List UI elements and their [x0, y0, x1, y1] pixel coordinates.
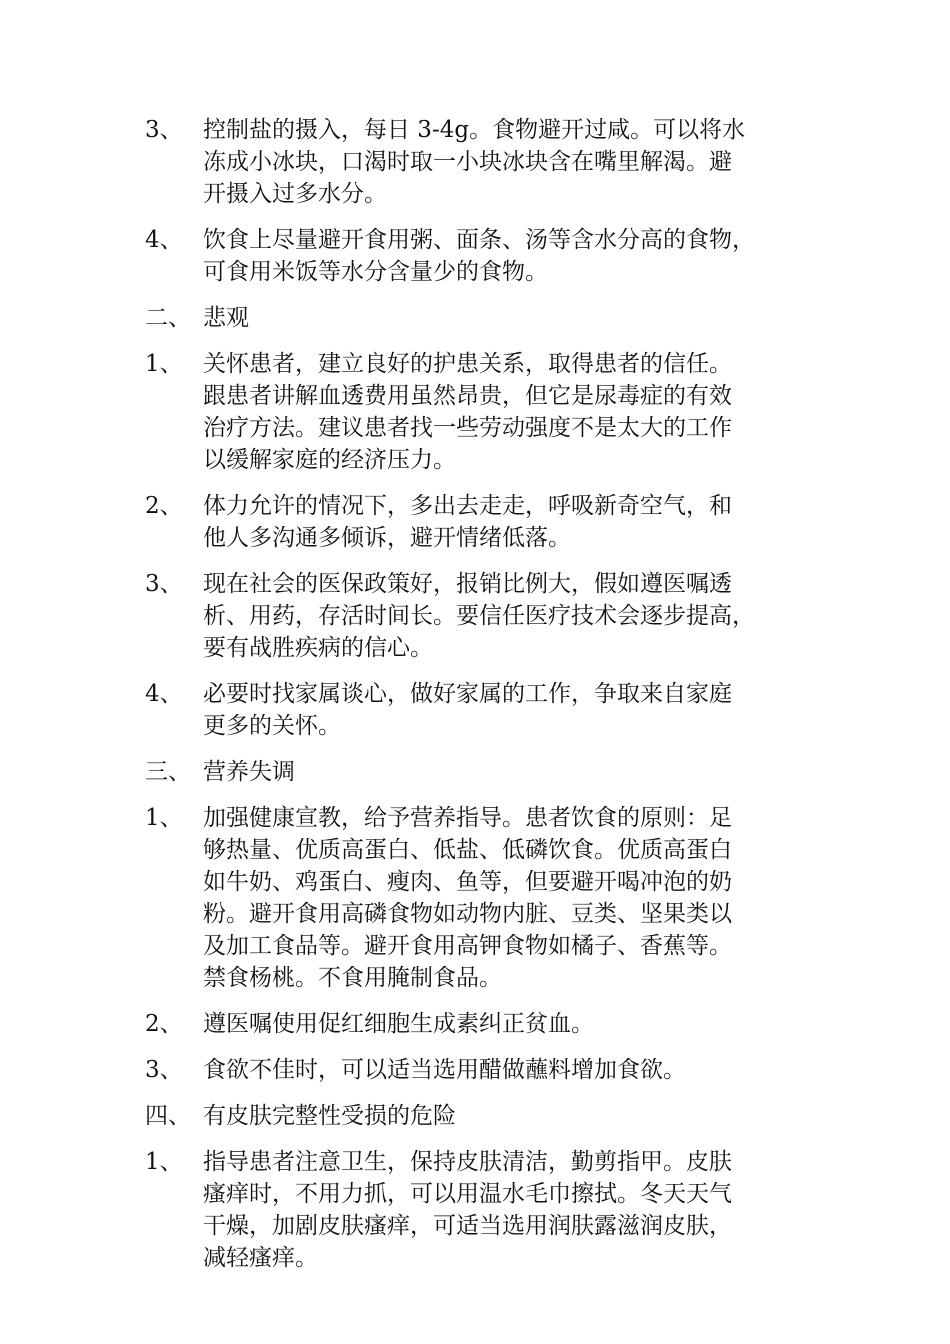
item-text: 控制盐的摄入，每日 3-4g。食物避开过咸。可以将水 冻成小冰块，口渴时取一小块冰块含在嘴里解渴。避 开摄入过多水分。 — [203, 117, 746, 207]
list-item — [145, 224, 815, 288]
item-number: 4、 — [145, 681, 183, 707]
list-item — [145, 114, 815, 210]
list-item — [145, 802, 815, 994]
list-item — [145, 348, 815, 476]
item-number: 4、 — [145, 227, 183, 253]
item-number: 2、 — [145, 493, 183, 519]
item-text: 饮食上尽量避开食用粥、面条、汤等含水分高的食物， 可食用米饭等水分含量少的食物。 — [203, 227, 755, 285]
list-item — [145, 568, 815, 664]
section-heading — [145, 1100, 815, 1132]
item-number: 2、 — [145, 1011, 183, 1037]
list-item — [145, 490, 815, 554]
item-number: 1、 — [145, 351, 183, 377]
item-text: 必要时找家属谈心，做好家属的工作，争取来自家庭 更多的关怀。 — [203, 681, 732, 739]
item-text: 现在社会的医保政策好，报销比例大，假如遵医嘱透 析、用药，存活时间长。要信任医疗技术会逐步提高， 要有战胜疾病的信心。 — [203, 571, 755, 661]
item-number: 3、 — [145, 117, 183, 143]
section-title: 悲观 — [203, 305, 249, 331]
item-number: 3、 — [145, 571, 183, 597]
list-item — [145, 1054, 815, 1086]
section-title: 营养失调 — [203, 759, 295, 785]
item-number: 1、 — [145, 1149, 183, 1175]
section-number: 三、 — [145, 759, 191, 785]
list-item — [145, 1146, 815, 1274]
list-item — [145, 1008, 815, 1040]
section-heading — [145, 756, 815, 788]
list-item — [145, 678, 815, 742]
item-text: 体力允许的情况下，多出去走走，呼吸新奇空气，和 他人多沟通多倾诉，避开情绪低落。 — [203, 493, 732, 551]
item-number: 1、 — [145, 805, 183, 831]
item-number: 3、 — [145, 1057, 183, 1083]
item-text: 指导患者注意卫生，保持皮肤清洁，勤剪指甲。皮肤 瘙痒时，不用力抓，可以用温水毛巾擦拭。冬天天气 干燥，加剧皮肤瘙痒，可适当选用润肤露滋润皮肤， 减轻瘙痒。 — [203, 1149, 732, 1271]
section-title: 有皮肤完整性受损的危险 — [203, 1103, 456, 1129]
item-text: 加强健康宣教，给予营养指导。患者饮食的原则：足 够热量、优质高蛋白、低盐、低磷饮食。优质高蛋白 如牛奶、鸡蛋白、瘦肉、鱼等，但要避开喝冲泡的奶 粉。避开食用高磷食物如动物内脏、豆类、坚果类以 及加工食品等。避开食用高钾食物如橘子、香蕉等。 禁食杨桃。不食用腌制食品。 — [203, 805, 732, 991]
section-heading — [145, 302, 815, 334]
section-number: 四、 — [145, 1103, 191, 1129]
document-body — [145, 114, 815, 1288]
section-number: 二、 — [145, 305, 191, 331]
item-text: 遵医嘱使用促红细胞生成素纠正贫血。 — [203, 1011, 594, 1037]
item-text: 食欲不佳时，可以适当选用醋做蘸料增加食欲。 — [203, 1057, 686, 1083]
item-text: 关怀患者，建立良好的护患关系，取得患者的信任。 跟患者讲解血透费用虽然昂贵，但它是尿毒症的有效 治疗方法。建议患者找一些劳动强度不是太大的工作 以缓解家庭的经济压力。 — [203, 351, 732, 473]
